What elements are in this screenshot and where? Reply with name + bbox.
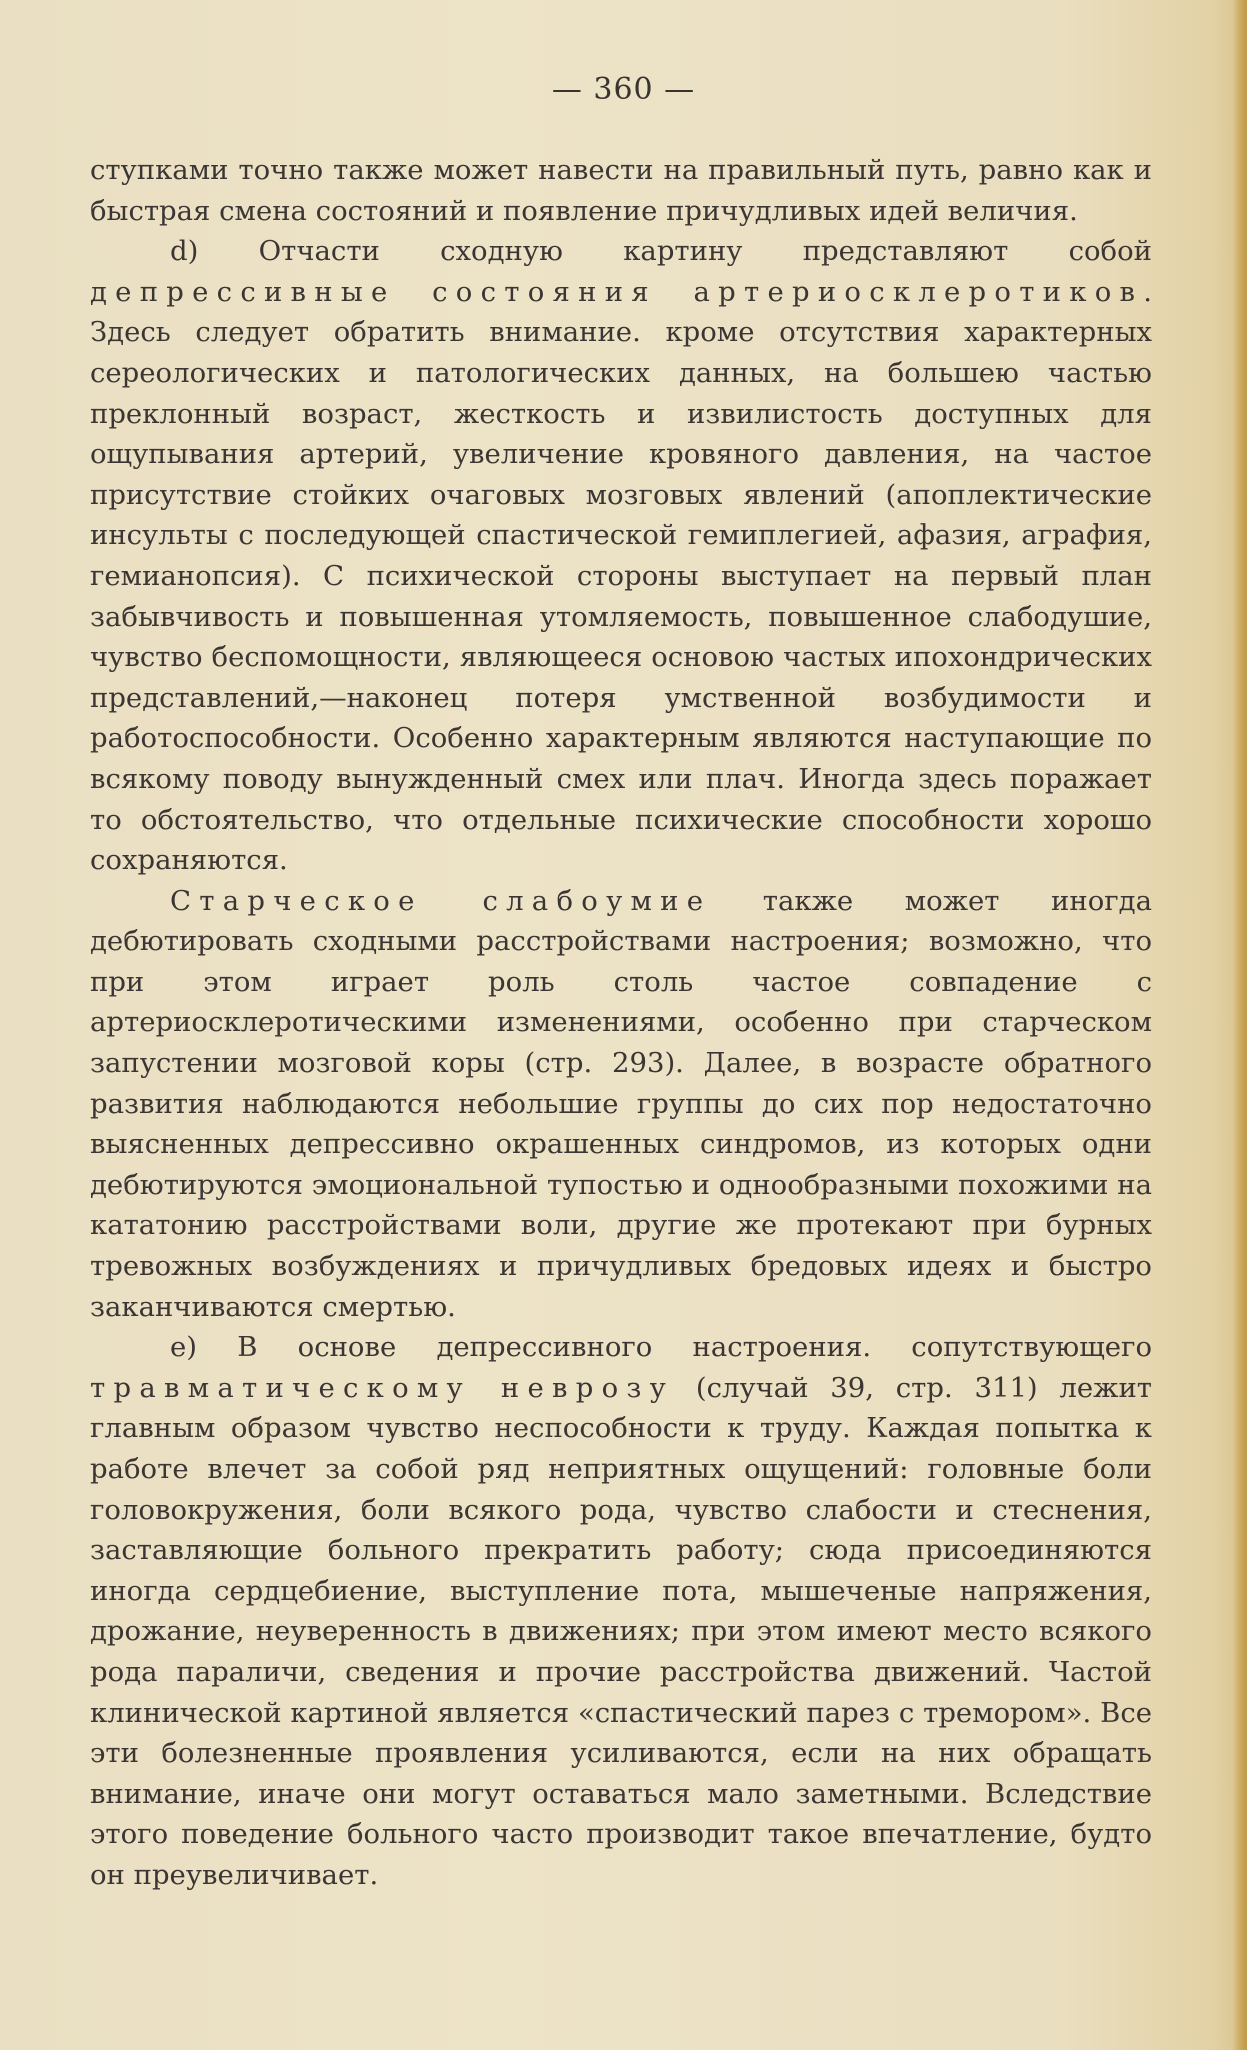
page-number: — 360 —: [551, 72, 696, 107]
paragraph-senile: [90, 881, 1152, 1328]
paragraph-text: (случай 39, стр. 311) лежит главным образом чувство неспособности к труду. Каждая попытка к работе влечет за собой ряд неприятных ощущений: головные боли головокружения, боли всякого рода, чувство слабости и стеснения, заставляющие больного прекратить работу; сюда присоединяются иногда сердцебиение, выступление пота, мышеченые напряжения, дрожание, неуверенность в движениях; при этом имеют место всякого рода параличи, сведения и прочие расстройства движений. Частой клинической картиной является «спастический парез с тремором». Все эти болезненные проявления усиливаются, если на них обращать внимание, иначе они могут оставаться мало заметными. Вследствие этого поведение больного часто производит такое впечатление, будто он преувеличивает.: [90, 1371, 1152, 1891]
page-edge: [1233, 0, 1247, 2050]
paragraph-text: d) Отчасти сходную картину представляют собой: [170, 235, 1152, 268]
paragraph-d: [90, 231, 1152, 881]
paragraph-text: . Здесь следует обратить внимание. кроме отсутствия характерных сереологических и патологических данных, на большею частью преклонный возраст, жесткость и извилистость доступных для ощупывания артерий, увеличение кровяного давления, на частое присутствие стойких очаговых мозговых явлений (апоплектические инсульты с последующей спастической гемиплегией, афазия, аграфия, гемианопсия). С психической стороны выступает на первый план забывчивость и повышенная утомляемость, повышенное слабодушие, чувство беспомощности, являющееся основою частых ипохондрических представлений,—наконец потеря умственной возбудимости и работоспособности. Особенно характерным являются наступающие по всякому поводу вынужденный смех или плач. Иногда здесь поражает то обстоятельство, что отдельные психические способности хорошо сохраняются.: [90, 275, 1152, 877]
paragraph-text: ступками точно также может навести на правильный путь, равно как и быстрая смена состояний и появление причудливых идей величия.: [90, 154, 1152, 227]
spaced-term: депрессивные состояния артериосклеротиков: [90, 275, 1144, 308]
paragraph-continuation: [90, 150, 1152, 231]
paragraph-text: также может иногда дебютировать сходными расстройствами настроения; возможно, что при этом играет роль столь частое совпадение с артериосклеротическими изменениями, особенно при старческом запустении мозговой коры (стр. 293). Далее, в возрасте обратного развития наблюдаются небольшие группы до сих пор недостаточно выясненных депрессивно окрашенных синдромов, из которых одни дебютируются эмоциональной тупостью и однообразными похожими на кататонию расстройствами воли, другие же протекают при бурных тревожных возбуждениях и причудливых бредовых идеях и быстро заканчиваются смертью.: [90, 884, 1152, 1323]
spaced-term: травматическому неврозу: [90, 1371, 675, 1404]
body-text: [90, 150, 1152, 1896]
paragraph-text: e) В основе депрессивного настроения. сопутствующего: [170, 1331, 1152, 1364]
paragraph-e: [90, 1327, 1152, 1895]
spaced-term: Старческое слабоумие: [170, 884, 712, 917]
